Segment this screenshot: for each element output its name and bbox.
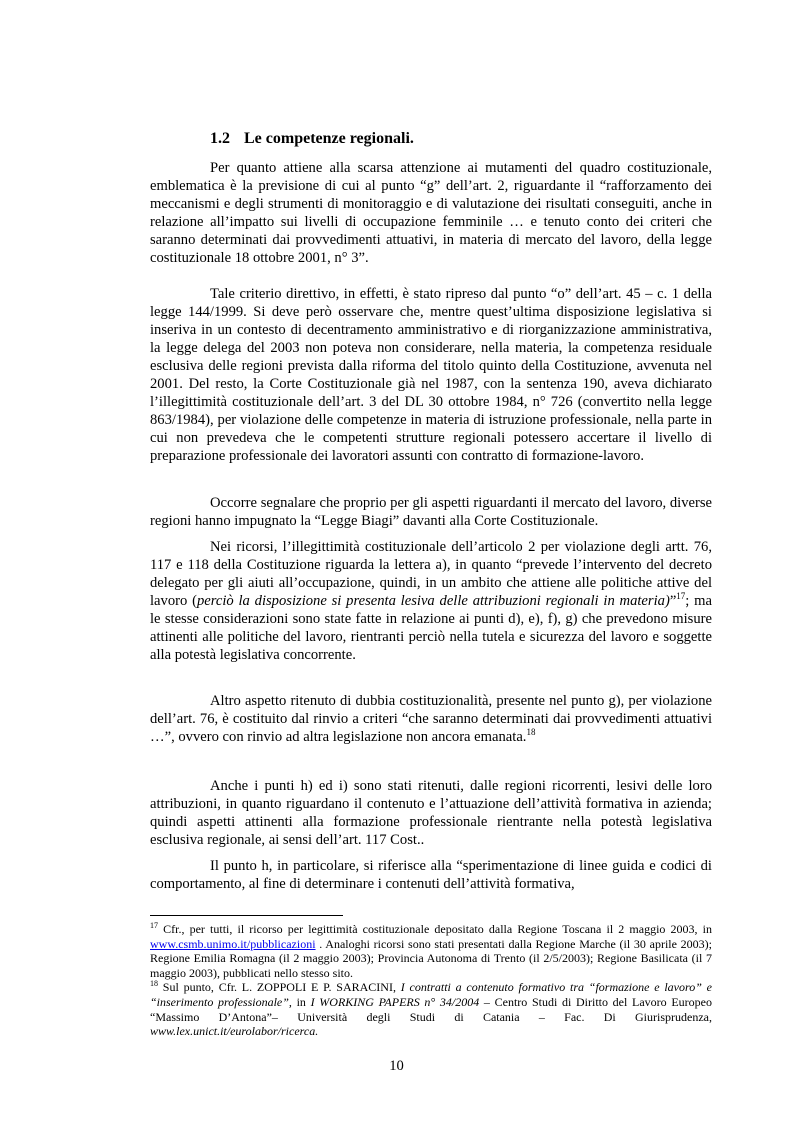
footnote-number: 18 [150,979,158,989]
paragraph-italic: perciò la disposizione si presenta lesiva delle attribuzioni regionali in materia) [196,593,670,609]
footnote-ref-18[interactable]: 18 [526,727,536,737]
paragraph-text: Nei ricorsi, l’illegittimità costituzionale dell’articolo 2 per violazione degli artt. 76, 117 e 118 della Costituzione riguarda la lettera a), in quanto “prevede l’intervento del decreto delegato per gli aiuti all’occupazione, quindi, in un ambito che attiene alle politiche attive del lavoro ( [150,539,712,609]
paragraph-text: Altro aspetto ritenuto di dubbia costituzionalità, presente nel punto g), per violazione dell’art. 76, è costituito dal rinvio a criteri “che saranno determinati dai provvedimenti attuativi …”, ovvero con rinvio ad altra legislazione non ancora emanata. [150,693,712,745]
footnotes [150,922,712,1039]
paragraph: Occorre segnalare che proprio per gli aspetti riguardanti il mercato del lavoro, diverse regioni hanno impugnato la “Legge Biagi” davanti alla Corte Costituzionale. [150,495,712,529]
section-number: 1.2 [210,130,230,147]
footnote-number: 17 [150,921,158,930]
paragraph: Tale criterio direttivo, in effetti, è stato ripreso dal punto “o” dell’art. 45 – c. 1 della legge 144/1999. Si deve però osservare che, mentre quest’ultima disposizione legislativa si inseriva in un contesto di decentramento amministrativo e di riorganizzazione amministrativa, la legge delega del 2003 non poteva non considerare, nella materia, la competenza residuale esclusiva delle regioni prevista dalla riforma del titolo quinto della Costituzione, avvenuta nel 2001. Del resto, la Corte Costituzionale già nel 1987, con la sentenza 190, aveva dichiarato l’illegittimità costituzionale dell’art. 3 del DL 30 ottobre 1984, n° 726 (convertito nella legge 863/1984), per violazione delle competenze in materia di istruzione professionale, nella parte in cui non prevedeva che le competenti strutture regionali potessero accertare il livello di preparazione professionale dei lavoratori assunti con contratto di formazione-lavoro. [150,286,712,464]
paragraph [150,538,712,664]
section-title: Le competenze regionali. [244,130,414,147]
paragraph: Il punto h, in particolare, si riferisce alla “sperimentazione di linee guida e codici di comportamento, al fine di determinare i contenuti dell’attività formativa, [150,858,712,892]
closing-quote: ” [669,593,677,609]
footnote-link[interactable]: www.csmb.unimo.it/pubblicazioni [150,936,316,951]
footnote-separator [150,915,343,916]
paragraph: Anche i punti h) ed i) sono stati ritenuti, dalle regioni ricorrenti, lesivi delle loro attribuzioni, in quanto riguardano il contenuto e l’attuazione dell’attività formativa in azienda; quindi aspetti attinenti alla formazione professionale rientrante nella potestà legislativa esclusiva regionale, ai sensi dell’art. 117 Cost.. [150,778,712,848]
section-heading [210,129,414,149]
footnote-text: Sul punto, Cfr. L. ZOPPOLI E P. SARACINI, [158,980,401,995]
footnote-18 [150,980,712,1038]
footnote-text: in [291,994,311,1009]
footnote-text: Cfr., per tutti, il ricorso per legittimità costituzionale depositato dalla Regione Toscana il 2 maggio 2003, in [158,922,712,936]
page-number: 10 [389,1058,404,1074]
footnote-italic-url: www.lex.unict.it/eurolabor/ricerca. [150,1024,319,1039]
footnote-italic: I contratti a contenuto formativo tra “formazione e lavoro” e “inserimento professionale”, [150,980,713,1009]
footnote-ref-17[interactable]: 17 [676,591,686,601]
paragraph [150,692,712,746]
paragraph: Per quanto attiene alla scarsa attenzione ai mutamenti del quadro costituzionale, emblematica è la previsione di cui al punto “g” dell’art. 2, riguardante il “rafforzamento dei meccanismi e degli strumenti di monitoraggio e di valutazione dei risultati conseguiti, anche in relazione all’impatto sui livelli di occupazione femminile … e tenuto conto dei criteri che saranno determinati dai provvedimenti attuativi, in materia di mercato del lavoro, della legge costituzionale 18 ottobre 2001, n° 3”. [150,160,712,266]
footnote-italic: I WORKING PAPERS n° 34/2004 [310,994,480,1009]
paragraph-text: ; ma le stesse considerazioni sono state fatte in relazione ai punti d), e), f), g) che prevedono misure attinenti alle politiche del lavoro, rientranti perciò nella tutela e sicurezza del lavoro e soggette alla potestà legislativa concorrente. [150,593,712,663]
footnote-text: – Centro Studi di Diritto del Lavoro Europeo “Massimo D’Antona”– Università degli Studi di Catania – Fac. Di Giurisprudenza, [150,994,712,1024]
footnote-text: . Analoghi ricorsi sono stati presentati dalla Regione Marche (il 30 aprile 2003); Regione Emilia Romagna (il 2 maggio 2003); Provincia Autonoma di Trento (il 2/5/2003); Regione Basilicata (il 7 maggio 2003), pubblicati nello stesso sito. [150,936,712,980]
footnote-17 [150,922,712,980]
